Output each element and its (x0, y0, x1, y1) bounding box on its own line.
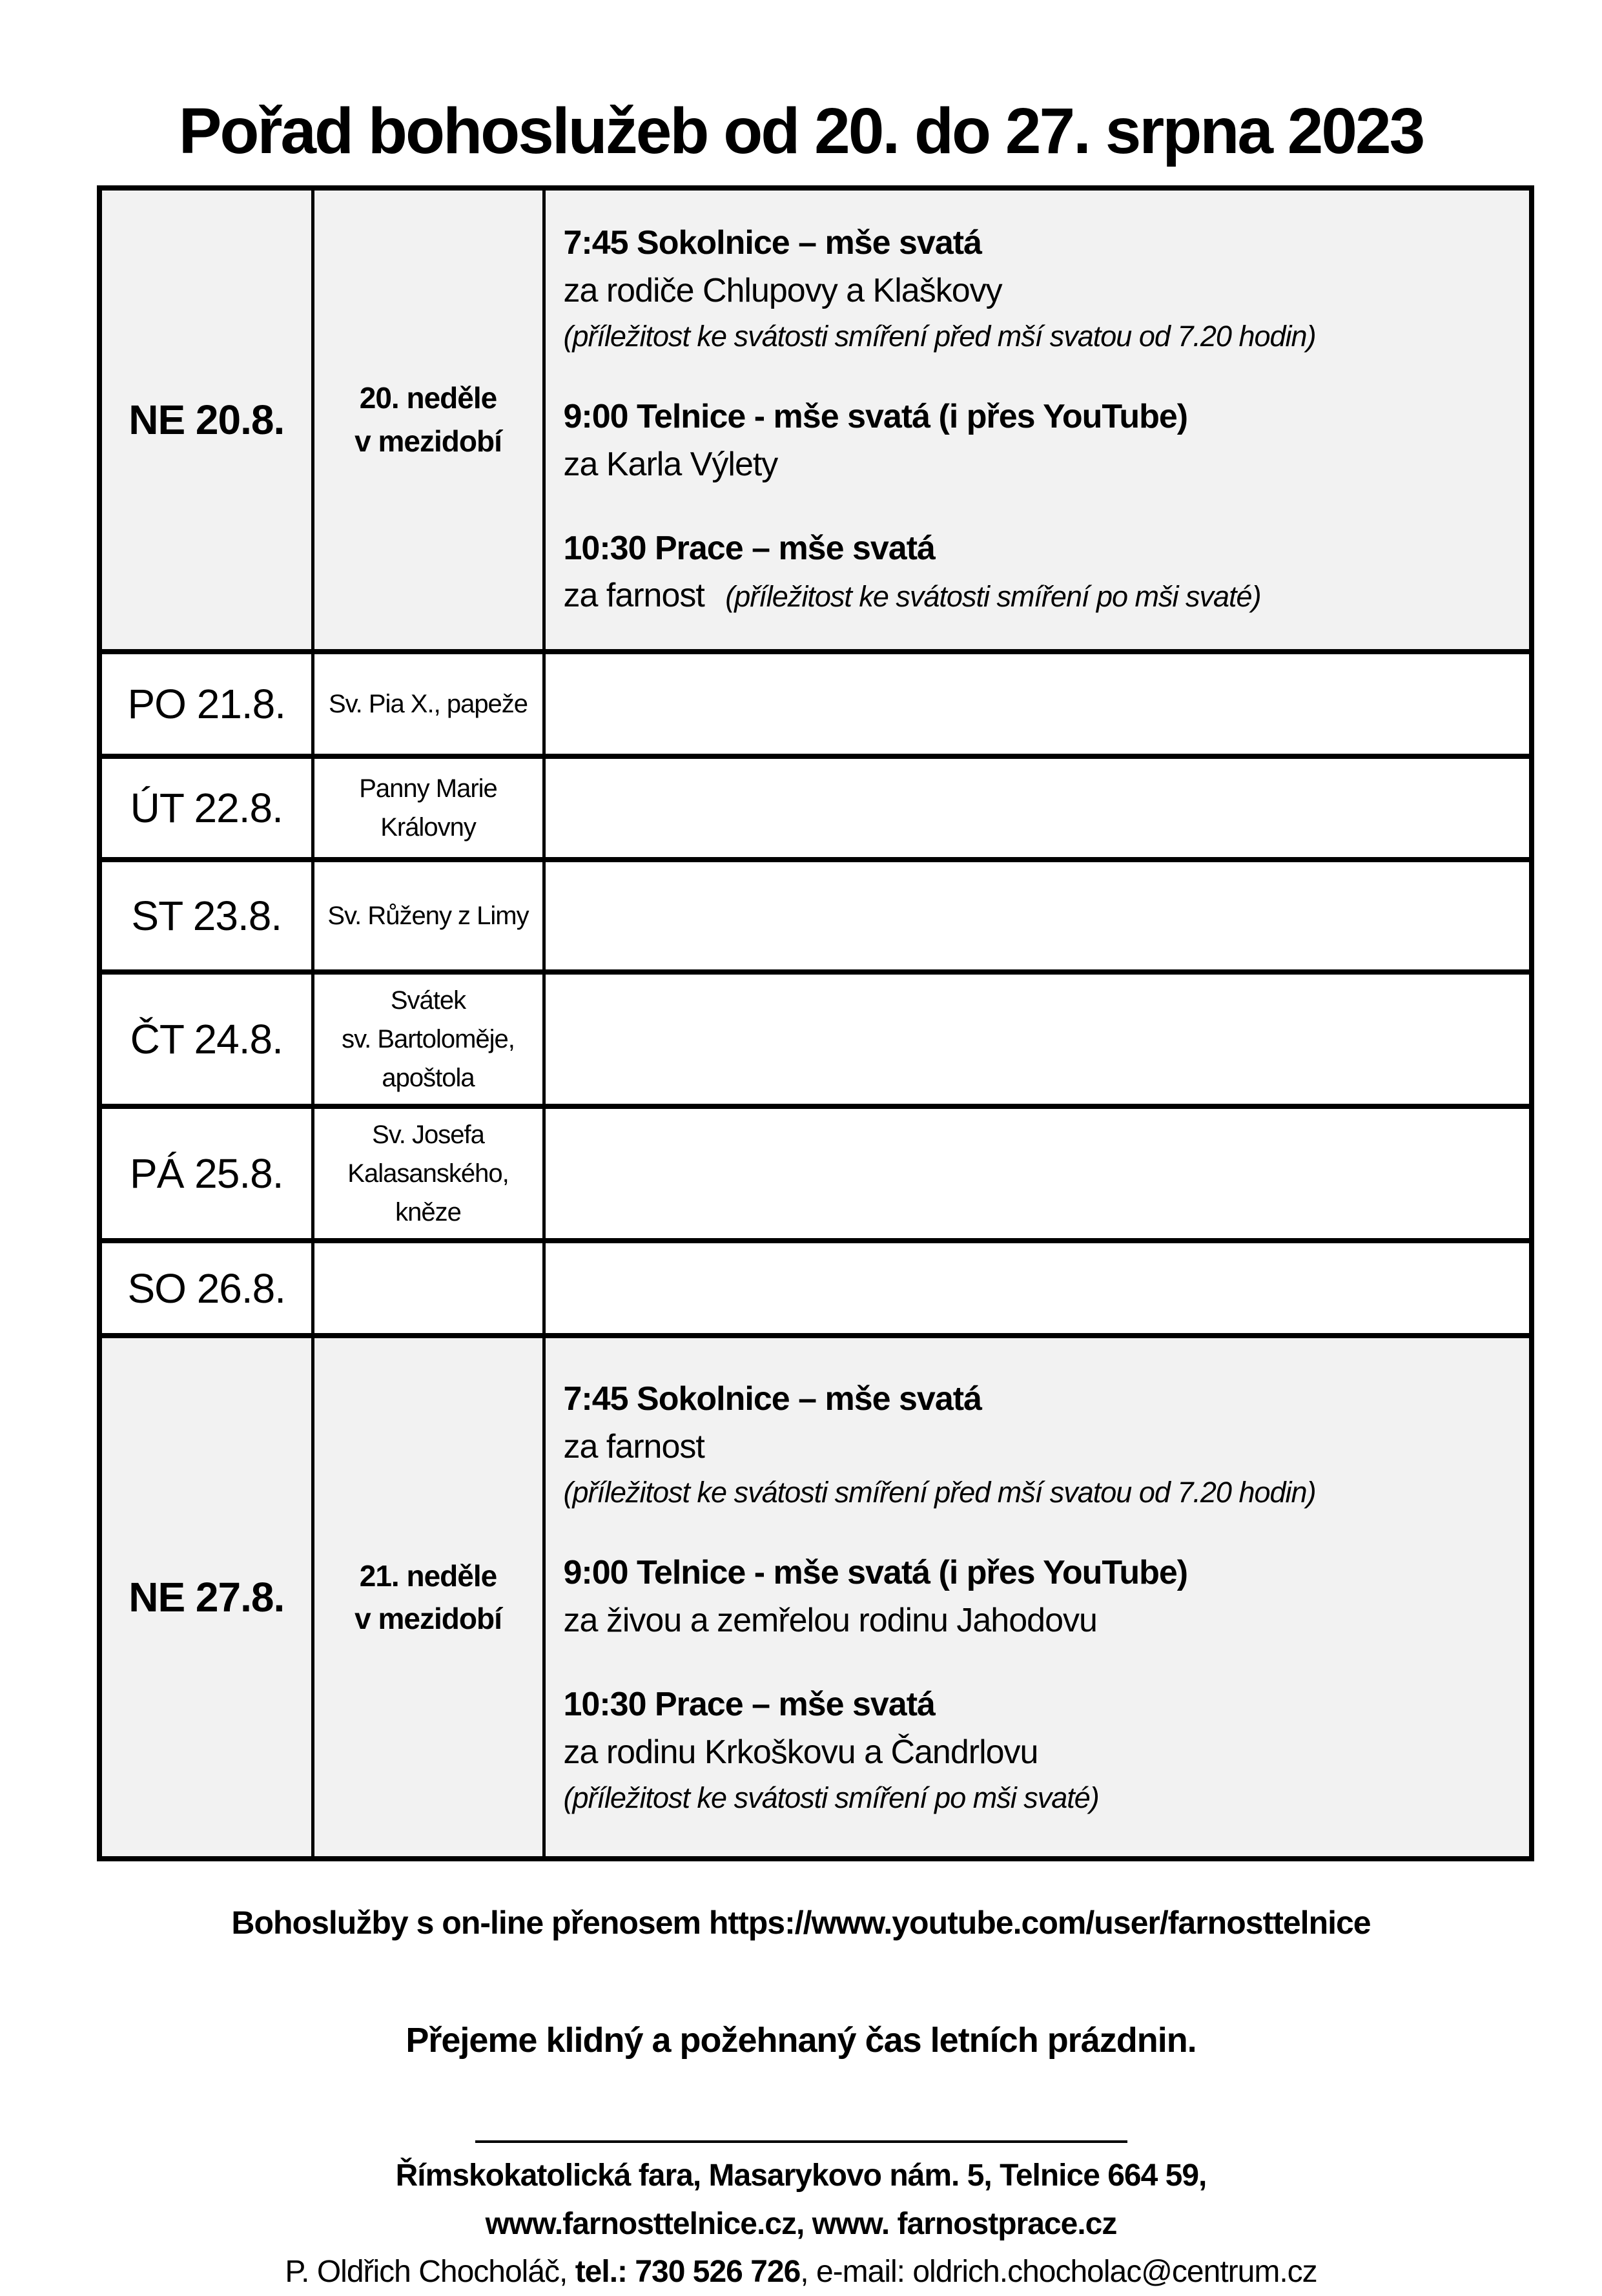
feast-cell (313, 188, 544, 652)
day-cell (99, 1106, 313, 1241)
day-cell (99, 1336, 313, 1859)
mass-note: (příležitost ke svátosti smíření po mši svaté) (725, 580, 1261, 614)
mass-heading: 10:30 Prace – mše svatá (563, 1686, 935, 1724)
feast-cell (313, 1336, 544, 1859)
feast-line: Sv. Pia X., papeže (328, 690, 528, 719)
mass-block (564, 1681, 1514, 1819)
mass-block (564, 1549, 1514, 1645)
mass-detail-cell (544, 860, 1532, 972)
mass-block (564, 525, 1514, 621)
mass-heading: 7:45 Sokolnice – mše svatá (563, 1380, 981, 1418)
page-title: Pořad bohoslužeb od 20. do 27. srpna 2023 (178, 95, 1424, 167)
mass-detail-cell (544, 756, 1532, 860)
day-label: ČT 24.8. (130, 1016, 283, 1063)
feast-cell (313, 652, 544, 756)
feast-line: apoštola (382, 1064, 475, 1093)
feast-cell (313, 1241, 544, 1336)
day-label: NE 20.8. (128, 397, 285, 444)
mass-detail-cell (544, 1336, 1532, 1859)
feast-line: Kalasanského, kněze (347, 1159, 509, 1227)
contact-websites: www.farnosttelnice.cz, www. farnostprace.cz (485, 2206, 1117, 2241)
day-label: ST 23.8. (131, 893, 282, 940)
table-row (99, 1336, 1532, 1859)
mass-block (564, 393, 1514, 489)
feast-line: Panny Marie Královny (359, 774, 497, 842)
day-label: PÁ 25.8. (130, 1150, 283, 1197)
day-label: NE 27.8. (128, 1574, 285, 1621)
mass-note: (příležitost ke svátosti smíření před mší svatou od 7.20 hodin) (563, 319, 1316, 353)
contact-phone: tel.: 730 526 726 (575, 2255, 801, 2289)
mass-detail-cell (544, 972, 1532, 1106)
mass-note: (příležitost ke svátosti smíření po mši svaté) (563, 1781, 1099, 1814)
mass-intention: za rodinu Krkoškovu a Čandrlovu (563, 1733, 1038, 1771)
contact-person-name: P. Oldřich Chocholáč, (285, 2255, 575, 2289)
mass-detail-cell (544, 1241, 1532, 1336)
feast-cell (313, 972, 544, 1106)
day-cell (99, 972, 313, 1106)
feast-line: Sv. Růženy z Limy (327, 902, 529, 931)
day-label: PO 21.8. (127, 681, 286, 728)
mass-detail-cell (544, 1106, 1532, 1241)
feast-cell (313, 860, 544, 972)
day-label: ÚT 22.8. (130, 785, 283, 832)
mass-heading: 9:00 Telnice - mše svatá (i přes YouTube) (563, 1554, 1188, 1592)
table-row (99, 652, 1532, 756)
mass-block (564, 1376, 1514, 1513)
feast-line: Sv. Josefa (372, 1121, 484, 1150)
mass-intention: za živou a zemřelou rodinu Jahodovu (563, 1602, 1097, 1640)
day-cell (99, 1241, 313, 1336)
table-row (99, 972, 1532, 1106)
table-row (99, 860, 1532, 972)
day-label: SO 26.8. (127, 1265, 286, 1312)
feast-line: v mezidobí (354, 424, 502, 459)
contact-address: Římskokatolická fara, Masarykovo nám. 5, Telnice 664 59, (395, 2158, 1207, 2193)
feast-cell (313, 1106, 544, 1241)
mass-note: (příležitost ke svátosti smíření před mší svatou od 7.20 hodin) (563, 1476, 1316, 1509)
feast-line: Svátek (390, 986, 466, 1015)
contact-person (0, 2248, 1602, 2296)
day-cell (99, 756, 313, 860)
contact-block (0, 2152, 1602, 2296)
mass-intention: za Karla Výlety (563, 445, 778, 483)
mass-heading: 9:00 Telnice - mše svatá (i přes YouTube) (563, 397, 1188, 435)
feast-line: sv. Bartoloměje, (342, 1025, 515, 1054)
feast-cell (313, 756, 544, 860)
mass-detail-cell (544, 188, 1532, 652)
day-cell (99, 860, 313, 972)
feast-line: 20. neděle (359, 381, 497, 415)
mass-detail-cell (544, 652, 1532, 756)
online-stream-note: Bohoslužby s on-line přenosem https://www.youtube.com/user/farnosttelnice (231, 1905, 1371, 1941)
table-row (99, 1241, 1532, 1336)
mass-heading: 10:30 Prace – mše svatá (563, 529, 935, 567)
mass-intention-line (564, 572, 1514, 620)
table-row (99, 1106, 1532, 1241)
mass-heading: 7:45 Sokolnice – mše svatá (563, 224, 981, 262)
table-row (99, 188, 1532, 652)
contact-email: , e-mail: oldrich.chocholac@centrum.cz (800, 2255, 1317, 2289)
divider-line (475, 2140, 1127, 2143)
schedule-table (97, 185, 1534, 1861)
day-cell (99, 188, 313, 652)
holiday-wish: Přejeme klidný a požehnaný čas letních prázdnin. (406, 2021, 1196, 2060)
mass-intention: za farnost (563, 577, 704, 615)
mass-intention: za farnost (563, 1428, 704, 1466)
table-row (99, 756, 1532, 860)
feast-line: 21. neděle (359, 1558, 497, 1593)
mass-intention: za rodiče Chlupovy a Klaškovy (563, 271, 1002, 309)
mass-block (564, 220, 1514, 357)
feast-line: v mezidobí (354, 1602, 502, 1636)
day-cell (99, 652, 313, 756)
